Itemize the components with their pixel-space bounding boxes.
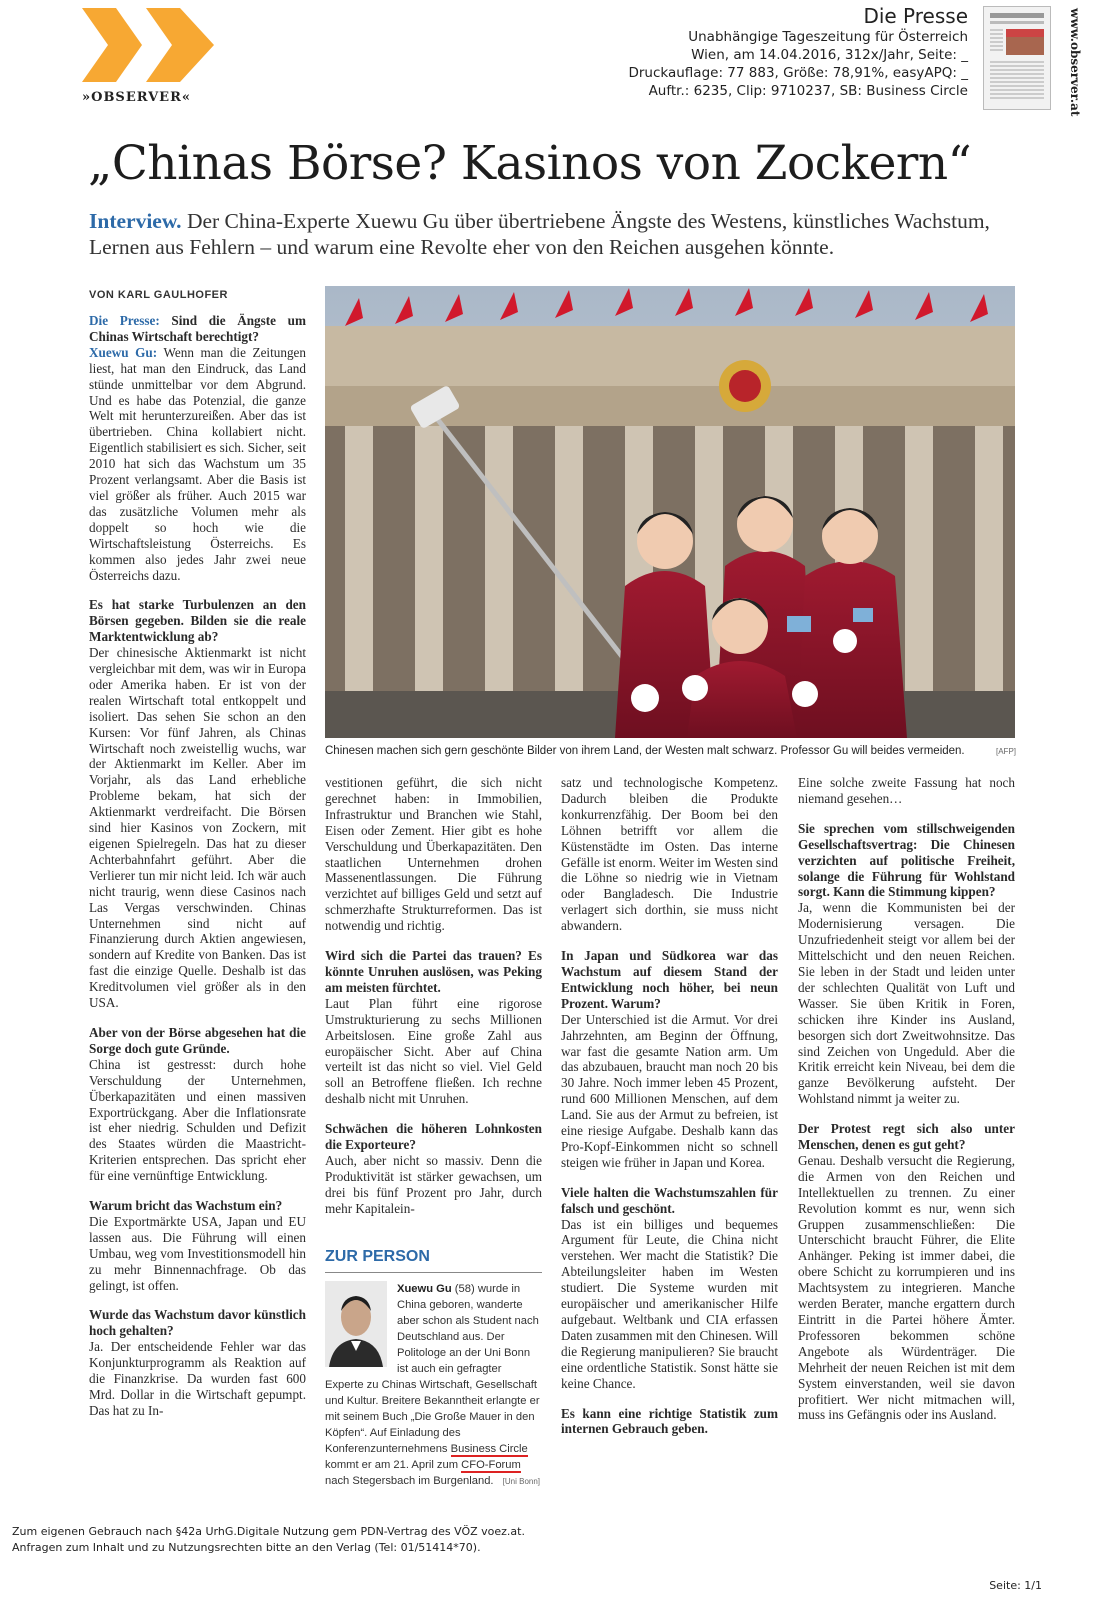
question: Aber von der Börse abgesehen hat die Sorge doch gute Gründe. xyxy=(89,1024,306,1056)
person-box xyxy=(325,1248,542,1490)
question: In Japan und Südkorea war das Wachstum auf diesem Stand der Entwicklung noch höher, bei neun Prozent. Warum? xyxy=(561,948,778,1011)
speaker-gu: Xuewu Gu: xyxy=(89,344,158,360)
person-box-title: ZUR PERSON xyxy=(325,1248,430,1265)
column-4 xyxy=(798,775,1015,1423)
observer-wordmark: »OBSERVER« xyxy=(82,90,191,105)
photo-credit: [AFP] xyxy=(996,747,1017,756)
portrait-credit: [Uni Bonn] xyxy=(502,1477,541,1486)
observer-url: www.observer.at xyxy=(1068,8,1082,117)
highlight-cfo-forum: CFO-Forum xyxy=(461,1459,521,1471)
question: Wurde das Wachstum davor künstlich hoch gehalten? xyxy=(89,1307,306,1339)
byline: VON KARL GAULHOFER xyxy=(89,289,228,301)
question: Die Presse: Sind die Ängste um Chinas Wirtschaft berechtigt? xyxy=(89,313,307,344)
speaker-presse: Die Presse: xyxy=(89,313,160,328)
question: Warum bricht das Wachstum ein? xyxy=(89,1198,283,1214)
answer: satz und technologische Kompetenz. Dadurch bleiben die Produkte konkurrenzfähig. Der Boom bei den Löhnen betrifft vor allem die Küstenstädte im Osten. Das interne Gefälle ist enorm. Weiter im Westen sind die Löhne so niedrig wie in Vietnam oder Bangladesch. Die Industrie verlagert sich dorthin, sie muss nicht abwandern. xyxy=(561,775,778,934)
footer-line: Anfragen zum Inhalt und zu Nutzungsrechten bitte an den Verlag (Tel: 01/51414*70). xyxy=(12,1541,481,1554)
page-thumbnail xyxy=(983,6,1051,110)
column-3 xyxy=(561,775,778,1437)
person-box-text: Xuewu Gu (58) wurde in China geboren, wanderte aber schon als Student nach Deutschland aus. Der Politologe an der Uni Bonn ist auch ein gefragter Experte zu Chinas Wirtschaft, Gesellschaft und Kultur. Breitere Bekanntheit erlangte er mit seinem Buch „Die Große Mauer in den Köpfen“. Auf Einladung des Konferenzunternehmens Business Circle kommt er am 21. April zum CFO-Forum nach Stegersbach im Burgenland. [Uni Bonn] xyxy=(325,1283,541,1487)
meta-line: Wien, am 14.04.2016, 312x/Jahr, Seite: _ xyxy=(691,47,968,63)
column-1 xyxy=(89,313,306,1419)
observer-logo-chevrons xyxy=(76,2,226,88)
question: Der Protest regt sich also unter Menschen, denen es gut geht? xyxy=(798,1121,1015,1153)
question: Es hat starke Turbulenzen an den Börsen gegeben. Bilden sie die reale Marktentwicklung ab? xyxy=(89,597,306,645)
answer: Der Unterschied ist die Armut. Vor drei Jahrzehnten, am Beginn der Öffnung, war fast die gesamte Nation arm. Um das abzubauen, braucht man noch 20 bis 30 Jahre. Noch immer leben 45 Prozent, rund 600 Millionen Menschen, auf dem Land. Sie aus der Armut zu befreien, ist eine riesige Aufgabe. Deshalb kann das Pro-Kopf-Einkommen nicht so schnell steigen wie früher in Japan und Korea. xyxy=(561,1011,778,1170)
person-name: Xuewu Gu xyxy=(397,1283,452,1295)
answer: Eine solche zweite Fassung hat noch niemand gesehen… xyxy=(798,775,1015,806)
publication-name: Die Presse xyxy=(863,4,968,28)
hall-selfie-photo xyxy=(325,286,1015,738)
question: Sie sprechen vom stillschweigenden Gesellschaftsvertrag: Die Chinesen verzichten auf politische Freiheit, solange die Führung für Wohlstand sorgt. Kann die Stimmung kippen? xyxy=(798,820,1015,900)
page-thumbnail-image xyxy=(984,7,1050,109)
clip-metadata xyxy=(528,4,968,100)
column-2 xyxy=(325,775,542,1217)
observer-logo xyxy=(76,2,226,88)
question: Viele halten die Wachstumszahlen für falsch und geschönt. xyxy=(561,1184,778,1216)
answer: Xuewu Gu: Wenn man die Zeitungen liest, hat man den Eindruck, das Land stünde unmittelbar vor dem Abgrund. Und es habe das Potenzial, die ganze Welt mit herunterzureißen. Aber das ist übertrieben. China kollabiert nicht. Eigentlich stabilisiert es sich. Sicher, seit 2010 hat sich das Wachstum um 35 Prozent verlangsamt. Aber die Basis ist viel größer als früher. Auch 2015 war das zusätzliche Volumen mehr als doppelt so hoch wie die Wirtschaftsleistung Österreichs. Es kommen also jedes Jahr zwei neue Österreichs dazu. xyxy=(89,344,306,583)
meta-line: Unabhängige Tageszeitung für Österreich xyxy=(688,29,968,45)
answer: Der chinesische Aktienmarkt ist nicht vergleichbar mit dem, was wir in Europa oder Amerika haben. Er ist von der realen Wirtschaft total entkoppelt und isoliert. Das sehen Sie schon an den Kursen: Vor fünf Jahren, als Chinas Wirtschaft noch zweistellig wuchs, war der Aktienmarkt im Keller. Aber im Vorjahr, als das Land erhebliche Probleme bekam, hat sich der Aktienmarkt verdreifacht. Die Börsen sind hier Kasinos von Zockern, mit eigenen Spielregeln. Das hat zu dieser Achterbahnfahrt geführt. Aber die Verlierer tun mir nicht leid. Ich wär auch nicht traurig, wenn diese Casinos nach Las Vergas verschwinden. Chinas Unternehmen sind nicht auf Finanzierung durch Aktien angewiesen, sondern auf Kredite von Banken. Das ist fast die einzige Quelle. Deshalb ist das Kreditvolumen viel größer als in den USA. xyxy=(89,645,306,1011)
portrait-image xyxy=(325,1281,387,1367)
question: Wird sich die Partei das trauen? Es könnte Unruhen auslösen, was Peking am meisten fürchtet. xyxy=(325,948,542,995)
answer: Laut Plan führt eine rigorose Umstrukturierung zu sechs Millionen Arbeitslosen. Eine große Zahl aus europäischer Sicht. Aber auf China verteilt ist das nicht so viel. Viel Geld soll an Betroffene fließen. Ich rechne deshalb nicht mit Unruhen. xyxy=(325,995,542,1107)
article-headline: „Chinas Börse? Kasinos von Zockern“ xyxy=(88,136,972,191)
person-portrait xyxy=(325,1281,387,1367)
answer: Ja, wenn die Kommunisten bei der Modernisierung versagen. Die Unzufriedenheit steigt vor allem bei der Mittelschicht und den neuen Reichen. Sie leben in der Stadt und leiden unter der schlechten Qualität von Luft und Wasser. Sie üben Kritik in Foren, schicken ihre Kinder ins Ausland, besorgen sich dort Zweitwohnsitze. Das sind Zeichen von Ungeduld. Aber die Kritik erreicht kein Niveau, bei dem die ganze Bevölkerung aufsteht. Der Wohlstand nimmt ja weiter zu. xyxy=(798,900,1015,1107)
meta-line: Auftr.: 6235, Clip: 9710237, SB: Business Circle xyxy=(648,83,968,99)
answer: Genau. Deshalb versucht die Regierung, die Armen von den Reichen und Intellektuellen zu trennen. Zu einer Revolution kommt es nur, wenn sich Gruppen zusammenschließen: Die Unterschicht braucht Führer, die Elite Anhänger. Peking ist immer dabei, die obere Schicht zu korrumpieren und ins Machtsystem zu integrieren. Manche werden Berater, manche ergattern durch Eintritt in die Partei höhere Ämter. Professoren bekommen schöne Angebote als Würdenträger. Die Mehrheit der neuen Reichen ist mit dem System einverstanden, weil sie davon profitiert. Wer nicht mitmachen will, muss ins Gefängnis oder ins Ausland. xyxy=(798,1152,1015,1423)
highlight-business-circle: Business Circle xyxy=(450,1443,528,1455)
answer: Das ist ein billiges und bequemes Argument für Leute, die China nicht verstehen. Wer macht die Statistik? Die Abteilungsleiter haben im Westen studiert. Die Systeme wurden mit europäischer und amerikanischer Hilfe aufgebaut. Weltbank und CIA erfassen Daten zusammen mit den Chinesen. Will die Regierung manipulieren? Sie braucht eine ordentliche Statistik. Sonst hätte sie keine Chance. xyxy=(561,1216,778,1391)
article-deck xyxy=(89,208,1019,260)
deck-text: Der China-Experte Xuewu Gu über übertriebene Ängste des Westens, künstliches Wachstum, Lernen aus Fehlern – und warum eine Revolte eher von den Reichen ausgehen könnte. xyxy=(89,209,990,259)
footer-line: Zum eigenen Gebrauch nach §42a UrhG.Digitale Nutzung gem PDN-Vertrag des VÖZ voez.at. xyxy=(12,1525,525,1538)
question: Es kann eine richtige Statistik zum internen Gebrauch geben. xyxy=(561,1405,778,1437)
answer: China ist gestresst: durch hohe Verschuldung der Unternehmen, Überkapazitäten und einen massiven Exportrückgang. Aber die Inflationsrate ist eher niedrig. Schulden und Defizit des Staates würden die Maastricht-Kriterien entsprechen. Das spricht eher für eine vernünftige Entwicklung. xyxy=(89,1056,306,1184)
answer: Auch, aber nicht so massiv. Denn die Produktivität ist stärker gewachsen, um drei bis fünf Prozent pro Jahr, durch mehr Kapitalein- xyxy=(325,1152,542,1216)
answer: Ja. Der entscheidende Fehler war das Konjunkturprogramm als Reaktion auf die Finanzkrise. Da wurden fast 600 Mrd. Dollar in die Wirtschaft gepumpt. Das hat zu In- xyxy=(89,1339,306,1418)
meta-line: Druckauflage: 77 883, Größe: 78,91%, easyAPQ: _ xyxy=(628,65,968,81)
person-box-rule xyxy=(325,1272,542,1273)
answer: Die Exportmärkte USA, Japan und EU lassen aus. Die Führung will einen Umbau, weg vom Investitionsmodell hin zu mehr Binnennachfrage. Ob das gelingt, ist offen. xyxy=(89,1213,306,1293)
article-photo xyxy=(325,286,1015,738)
photo-caption: Chinesen machen sich gern geschönte Bilder von ihrem Land, der Westen malt schwarz. Professor Gu will beides vermeiden. xyxy=(325,745,965,757)
page-number: Seite: 1/1 xyxy=(989,1579,1042,1592)
answer: vestitionen geführt, die sich nicht gerechnet haben: in Immobilien, Infrastruktur und Branchen wie Stahl, Eisen oder Zement. Hier gibt es hohe Verschuldung und Überkapazitäten. Den staatlichen Unternehmen drohen Massenentlassungen. Die Führung verzichtet auf billiges Geld und setzt auf schmerzhafte Strukturreformen. Das ist notwendig und richtig. xyxy=(325,775,542,934)
footer-notice xyxy=(12,1524,525,1556)
deck-keyword: Interview. xyxy=(89,209,182,233)
question: Schwächen die höheren Lohnkosten die Exporteure? xyxy=(325,1121,542,1153)
